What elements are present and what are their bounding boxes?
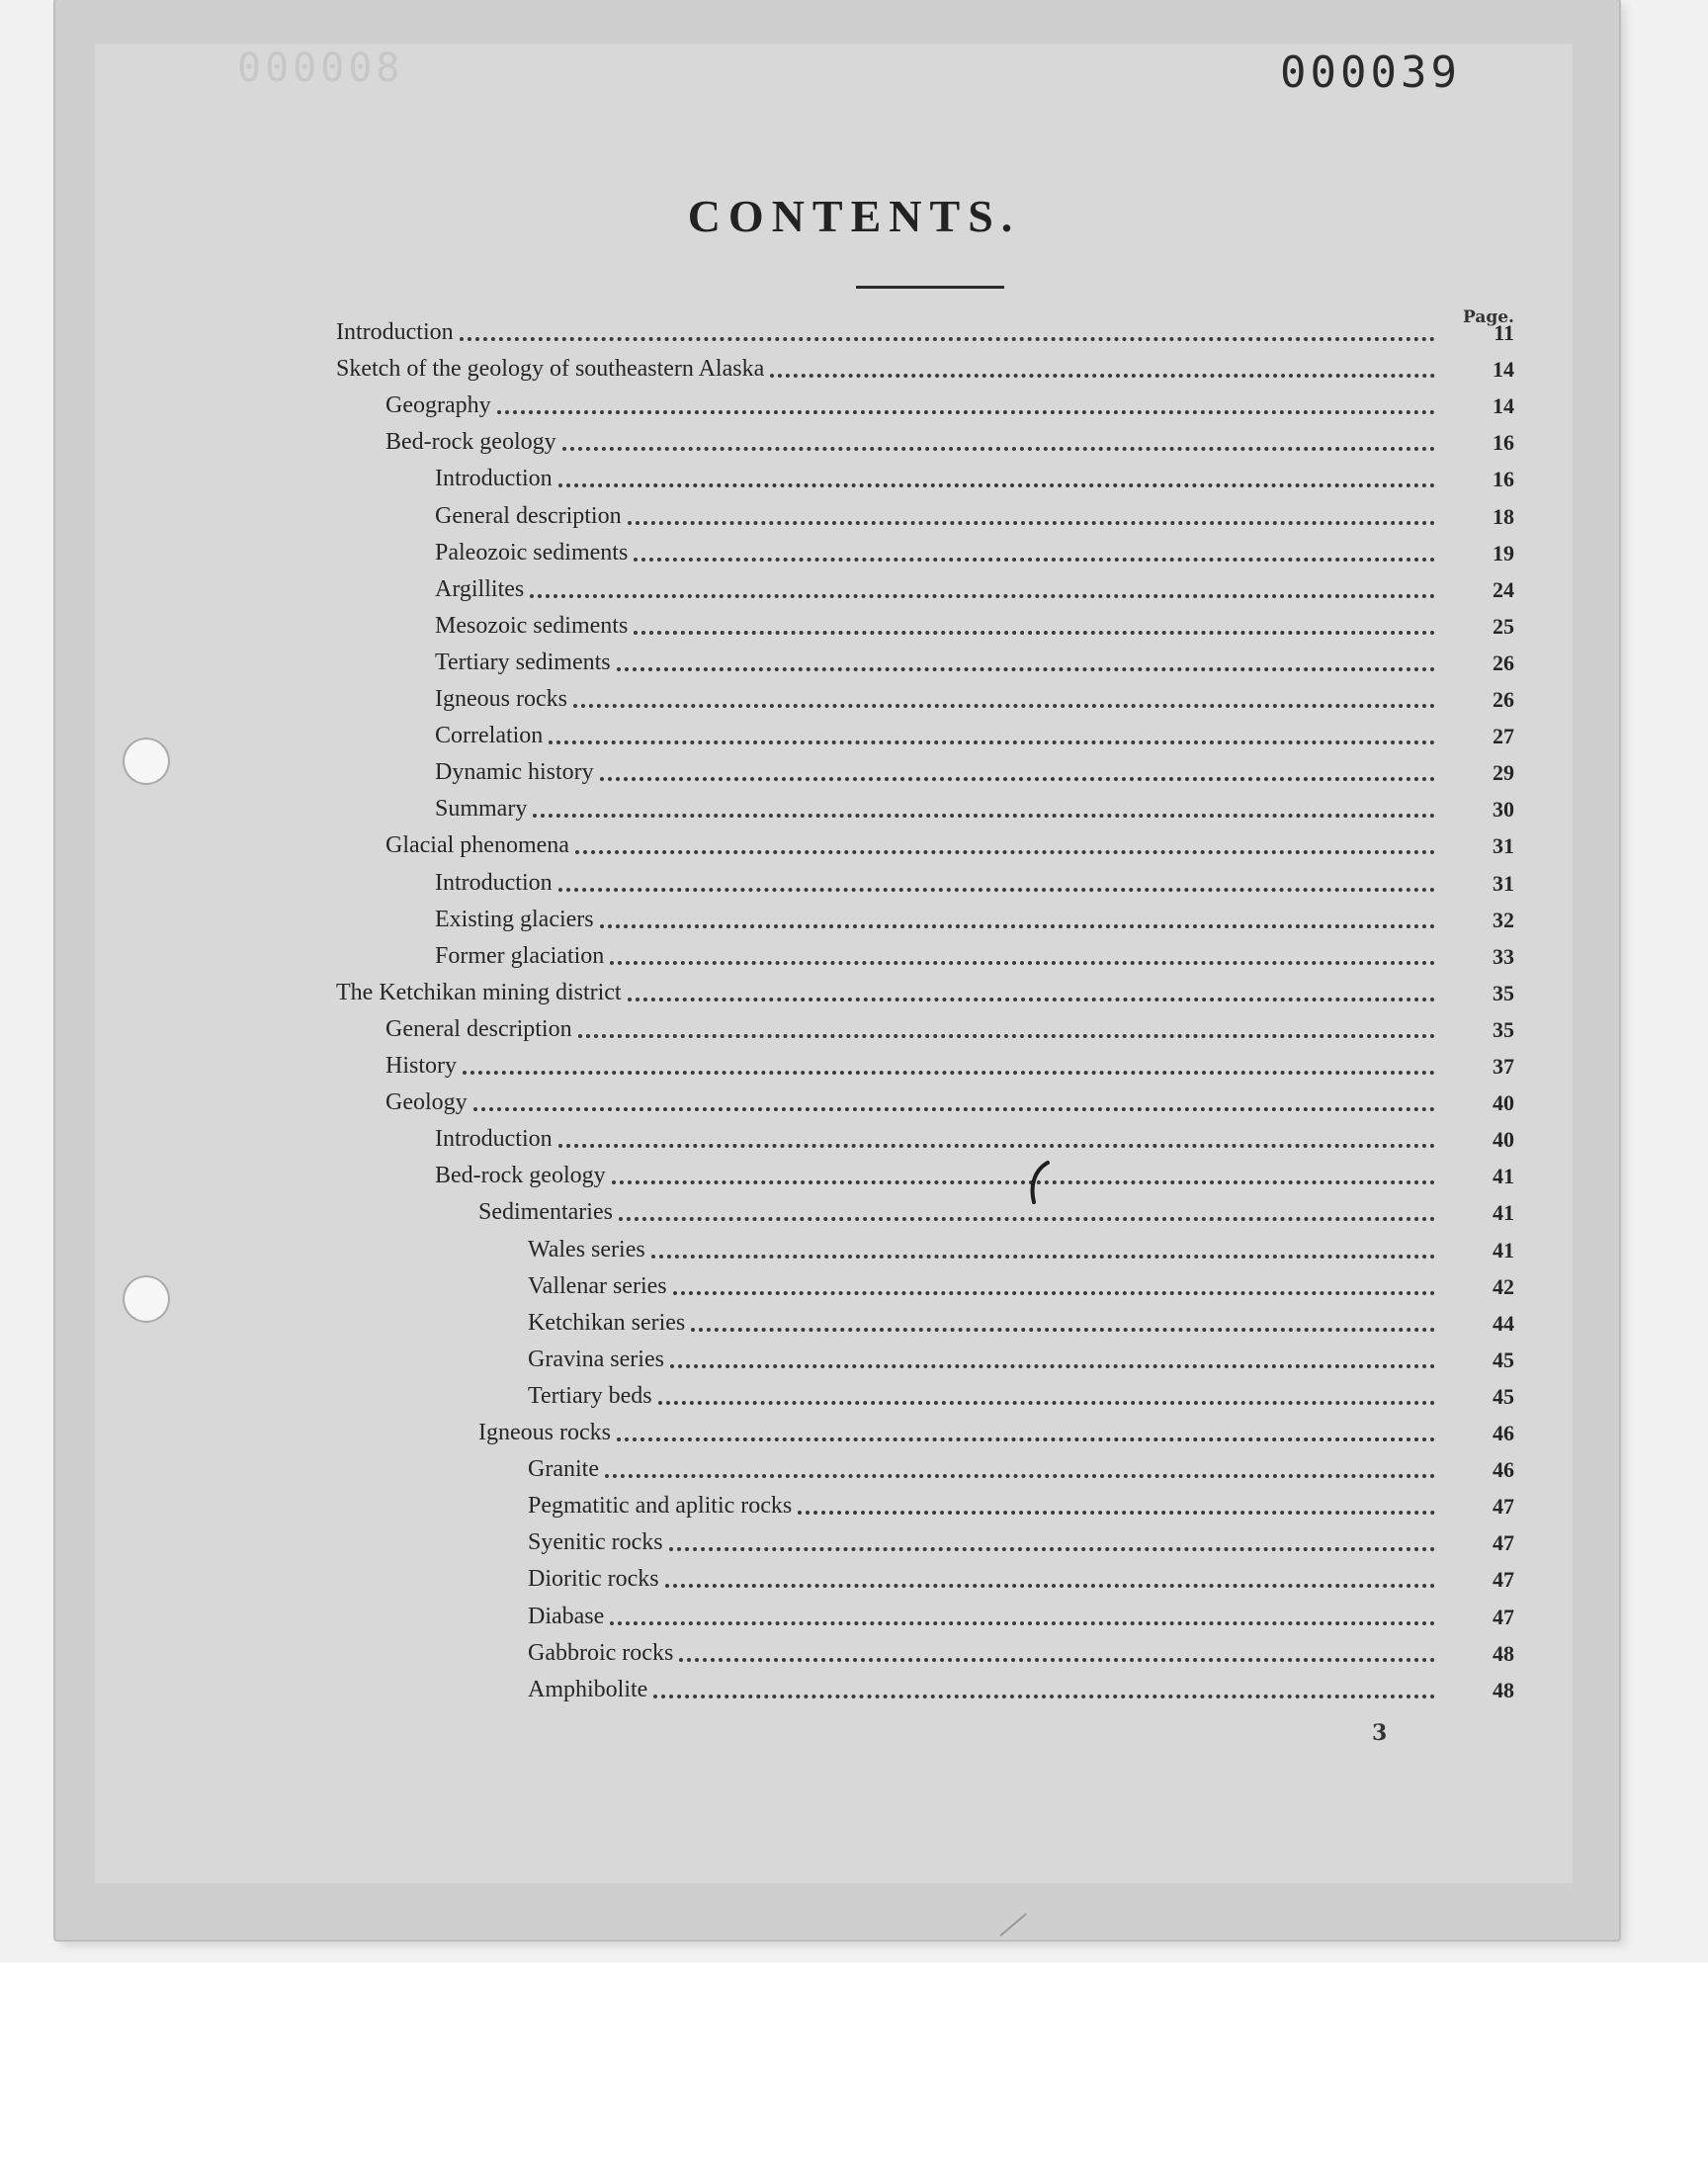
toc-dot-leader — [617, 1437, 1435, 1441]
toc-dot-leader — [617, 667, 1435, 671]
toc-entry-title: Summary — [435, 796, 528, 823]
toc-entry-page: 29 — [1493, 760, 1514, 786]
toc-dot-leader — [679, 1658, 1435, 1662]
scratch-mark-icon — [996, 1910, 1036, 1940]
toc-entry — [528, 1301, 1514, 1337]
toc-entry-page: 31 — [1493, 833, 1514, 859]
toc-entry — [435, 898, 1514, 933]
toc-entry-page: 25 — [1493, 613, 1514, 639]
toc-entry — [528, 1668, 1514, 1703]
toc-dot-leader — [549, 740, 1435, 744]
toc-dot-leader — [669, 1547, 1435, 1551]
footer-page-number: 3 — [1372, 1720, 1388, 1746]
toc-dot-leader — [473, 1107, 1435, 1111]
toc-dot-leader — [558, 483, 1435, 487]
toc-entry — [528, 1557, 1514, 1593]
toc-entry-title: Paleozoic sediments — [435, 539, 629, 566]
toc-dot-leader — [600, 777, 1435, 781]
toc-dot-leader — [497, 410, 1435, 414]
toc-entry-title: Igneous rocks — [478, 1420, 611, 1445]
toc-entry-page: 45 — [1493, 1347, 1514, 1372]
toc-entry — [435, 641, 1514, 676]
page-column-label: Page. — [1463, 307, 1514, 327]
toc-dot-leader — [558, 888, 1435, 892]
toc-dot-leader — [670, 1364, 1435, 1368]
toc-entry — [528, 1264, 1514, 1300]
toc-entry — [435, 1117, 1514, 1153]
toc-entry-page: 44 — [1493, 1310, 1514, 1336]
toc-entry-title: History — [385, 1053, 457, 1079]
toc-entry-page: 46 — [1493, 1457, 1514, 1483]
toc-dot-leader — [530, 594, 1435, 598]
toc-entry-title: Introduction — [435, 1126, 553, 1153]
toc-entry-page: 41 — [1493, 1200, 1514, 1226]
toc-entry — [385, 1044, 1514, 1080]
toc-entry-title: Syenitic rocks — [528, 1529, 663, 1556]
toc-entry-title: Argillites — [435, 575, 525, 602]
toc-dot-leader — [798, 1511, 1435, 1515]
toc-entry-page: 47 — [1493, 1604, 1514, 1629]
toc-entry — [435, 567, 1514, 603]
toc-entry-title: Geography — [385, 392, 491, 419]
toc-entry-title: Gravina series — [528, 1346, 664, 1372]
toc-entry-page: 40 — [1493, 1090, 1514, 1116]
toc-entry — [528, 1631, 1514, 1667]
toc-entry — [435, 750, 1514, 786]
toc-entry-title: Introduction — [435, 869, 553, 896]
toc-dot-leader — [573, 704, 1435, 708]
toc-entry — [435, 1154, 1514, 1189]
toc-dot-leader — [665, 1584, 1435, 1588]
toc-entry-page: 48 — [1493, 1640, 1514, 1666]
toc-entry-title: Former glaciation — [435, 942, 605, 969]
toc-entry-page: 26 — [1493, 687, 1514, 712]
toc-entry-page: 48 — [1493, 1677, 1514, 1702]
page-title: CONTENTS. — [687, 191, 1021, 241]
toc-dot-leader — [600, 924, 1435, 928]
toc-entry-page: 47 — [1493, 1494, 1514, 1520]
toc-entry-page: 19 — [1493, 540, 1514, 566]
toc-entry-page: 14 — [1493, 393, 1514, 419]
toc-entry — [528, 1228, 1514, 1263]
toc-entry — [435, 934, 1514, 970]
toc-entry — [528, 1338, 1514, 1373]
toc-entry-page: 41 — [1493, 1237, 1514, 1262]
toc-dot-leader — [634, 558, 1435, 562]
toc-entry-title: Mesozoic sediments — [435, 612, 629, 639]
toc-entry-page: 37 — [1493, 1054, 1514, 1079]
toc-entry — [435, 714, 1514, 749]
toc-entry — [435, 677, 1514, 713]
toc-entry-title: Wales series — [528, 1236, 645, 1262]
toc-entry-title: Tertiary sediments — [435, 649, 611, 675]
toc-entry-title: Vallenar series — [528, 1272, 667, 1299]
toc-entry-title: Geology — [385, 1089, 468, 1116]
toc-dot-leader — [619, 1217, 1435, 1221]
toc-entry-title: Correlation — [435, 723, 544, 749]
faded-serial-number: 000008 — [237, 45, 404, 91]
binder-hole-bottom — [123, 1275, 170, 1323]
toc-entry-title: The Ketchikan mining district — [336, 979, 622, 1005]
toc-entry-page: 47 — [1493, 1530, 1514, 1556]
toc-entry — [528, 1484, 1514, 1520]
toc-entry — [478, 1190, 1514, 1226]
toc-entry-title: Existing glaciers — [435, 906, 594, 932]
toc-entry — [385, 1007, 1514, 1043]
toc-entry-page: 40 — [1493, 1127, 1514, 1153]
toc-entry-title: General description — [385, 1015, 572, 1042]
toc-entry-page: 14 — [1493, 357, 1514, 383]
toc-entry — [528, 1521, 1514, 1556]
toc-dot-leader — [533, 814, 1435, 818]
toc-entry-title: Introduction — [336, 319, 454, 345]
toc-dot-leader — [628, 998, 1435, 1001]
toc-entry — [435, 531, 1514, 566]
toc-entry-page: 16 — [1493, 430, 1514, 456]
toc-entry-title: Pegmatitic and aplitic rocks — [528, 1493, 793, 1520]
toc-entry — [528, 1374, 1514, 1410]
toc-entry — [385, 384, 1514, 419]
toc-dot-leader — [605, 1474, 1435, 1478]
toc-dot-leader — [628, 521, 1435, 525]
toc-dot-leader — [634, 631, 1435, 635]
toc-entry-page: 26 — [1493, 650, 1514, 675]
toc-entry-page: 18 — [1493, 503, 1514, 529]
toc-entry-title: Glacial phenomena — [385, 832, 569, 859]
toc-dot-leader — [691, 1328, 1435, 1332]
toc-entry-page: 41 — [1493, 1164, 1514, 1189]
toc-entry-page: 27 — [1493, 724, 1514, 749]
toc-entry — [528, 1595, 1514, 1630]
toc-dot-leader — [575, 850, 1435, 854]
toc-entry-page: 11 — [1494, 320, 1514, 345]
toc-entry-title: Bed-rock geology — [435, 1163, 606, 1189]
toc-entry-title: Dynamic history — [435, 759, 594, 786]
toc-entry — [385, 1081, 1514, 1116]
toc-entry — [435, 861, 1514, 897]
toc-dot-leader — [460, 337, 1435, 341]
toc-entry-page: 42 — [1493, 1273, 1514, 1299]
toc-entry-title: Sketch of the geology of southeastern Alaska — [336, 356, 765, 383]
toc-dot-leader — [610, 1621, 1435, 1625]
toc-entry — [435, 494, 1514, 530]
toc-entry-title: Bed-rock geology — [385, 429, 556, 456]
toc-entry-title: Dioritic rocks — [528, 1566, 659, 1593]
binder-hole-top — [123, 738, 170, 785]
toc-entry-title: Igneous rocks — [435, 686, 567, 712]
toc-entry — [528, 1447, 1514, 1483]
toc-entry-title: Diabase — [528, 1603, 605, 1629]
toc-entry — [478, 1411, 1514, 1446]
toc-entry-title: Sedimentaries — [478, 1199, 613, 1226]
toc-dot-leader — [651, 1255, 1435, 1259]
title-rule — [856, 286, 1004, 289]
toc-dot-leader — [610, 961, 1435, 965]
toc-entry — [435, 457, 1514, 492]
toc-entry — [336, 971, 1514, 1006]
toc-dot-leader — [578, 1034, 1435, 1038]
toc-entry-page: 31 — [1493, 870, 1514, 896]
toc-entry — [435, 604, 1514, 640]
toc-entry-page: 16 — [1493, 467, 1514, 492]
toc-entry — [336, 310, 1514, 346]
toc-entry-page: 35 — [1493, 1016, 1514, 1042]
toc-entry — [385, 420, 1514, 456]
toc-dot-leader — [673, 1291, 1435, 1295]
serial-number: 000039 — [1280, 47, 1461, 98]
toc-entry — [336, 347, 1514, 383]
toc-dot-leader — [653, 1695, 1435, 1698]
toc-entry-page: 46 — [1493, 1421, 1514, 1445]
toc-entry-page: 24 — [1493, 576, 1514, 602]
pen-mark-icon — [1024, 1159, 1054, 1208]
toc-entry — [385, 824, 1514, 859]
toc-entry-title: General description — [435, 502, 622, 529]
toc-entry-title: Gabbroic rocks — [528, 1639, 674, 1666]
toc-entry-title: Ketchikan series — [528, 1309, 686, 1336]
toc-entry-page: 35 — [1493, 980, 1514, 1005]
toc-dot-leader — [562, 447, 1435, 451]
toc-entry-page: 45 — [1493, 1383, 1514, 1409]
toc-dot-leader — [463, 1071, 1435, 1075]
toc-dot-leader — [770, 374, 1435, 378]
toc-entry — [435, 787, 1514, 823]
scan-margin — [0, 1962, 1708, 2175]
toc-entry-title: Granite — [528, 1456, 599, 1483]
toc-entry-title: Tertiary beds — [528, 1382, 652, 1409]
toc-entry-page: 30 — [1493, 797, 1514, 823]
toc-entry-title: Introduction — [435, 466, 553, 492]
toc-dot-leader — [558, 1144, 1435, 1148]
toc-dot-leader — [658, 1401, 1435, 1405]
toc-entry-title: Amphibolite — [528, 1676, 648, 1702]
toc-entry-page: 33 — [1493, 943, 1514, 969]
toc-entry-page: 47 — [1493, 1567, 1514, 1593]
toc-entry-page: 32 — [1493, 907, 1514, 932]
